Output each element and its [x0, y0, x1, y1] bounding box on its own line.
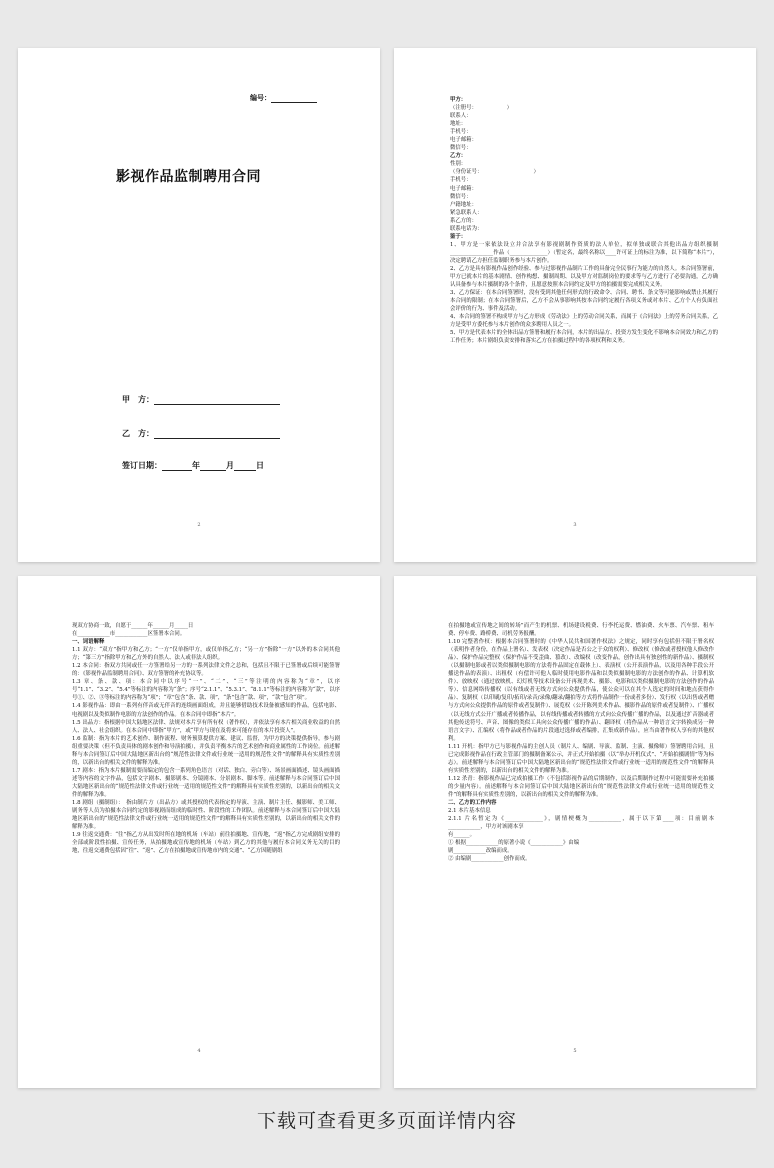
month-blank [200, 462, 226, 471]
code-label: 编号： [250, 93, 271, 102]
page-number: 2 [197, 522, 201, 528]
clause-paragraph: ① 根据____________的原著小说《____________》由编 [448, 840, 580, 847]
party-info-line: 系乙方的： [450, 217, 477, 224]
year-blank [162, 462, 192, 471]
clause-paragraph: 1.7 剧本：指为本片摄制需要而编定的包含一系列角色语言（对话、独白、旁白等）、场景画面描述、镜头画面描述等内容的文字作品，包括文字剧本、摄影剧本、分镜剧本、分景剧本、脚本等。前述解释与本合同签订后中国大陆地区新出台的“规范性法律文件或行业统一适用的规范性文件”的解释具有实质性差别的，以新出台的相关文件的解释为准。 [72, 767, 340, 798]
party-info-line: 手机号： [450, 177, 472, 184]
contract-page-definitions [18, 576, 380, 1088]
party-info-line: 鉴于： [450, 233, 467, 240]
year-label: 年 [192, 460, 200, 470]
party-info-line: 甲方： [450, 97, 467, 103]
day-label: 日 [256, 460, 264, 470]
page-body [72, 622, 340, 855]
page-number: 3 [573, 522, 577, 528]
code-blank [271, 95, 317, 103]
contract-title: 影视作品监制聘用合同 [116, 169, 261, 185]
section-heading: 二、乙方的工作内容 [448, 800, 497, 807]
clause-paragraph: 1.1 双方：“双方”指甲方和乙方；“一方”仅单指甲方，或仅单指乙方；“另一方”指除“一方”以外的本合同其他方；“第三方”指除甲方和乙方外的自然人、法人或非法人组织。 [72, 647, 340, 662]
clause-paragraph: 在____________市____________区签署本合同。 [72, 631, 186, 638]
party-info-line: 手机号： [450, 129, 472, 136]
recital-paragraph: 4、本合同的签署不构成甲方与乙方形成《劳动法》上的劳动合同关系，而属于《合同法》上的劳务合同关系，乙方是受甲方委托参与本片创作的众多聘用人员之一。 [450, 314, 718, 329]
party-info-line: 乙方： [450, 153, 467, 160]
clause-paragraph: 2.1.1 片名暂定为《______________》，剧情梗概为____________，属于以下第____项：目前剧本____________，甲方对该剧本享 [448, 816, 714, 831]
party-info-line: 地址： [450, 121, 467, 128]
party-info-line: 联系电话为： [450, 225, 483, 232]
clause-paragraph: 1.3 章、条、款、项：本合同中以序号“一”、“二”、“三”等注明的内容称为“章”，以序号“1.1”、“3.2”、“5.4”等标注的内容称为“条”；序号“2.1.1”、“5.3.1”、“8.1.1”等标注的内容称为“款”，以序号①、②、③等标注的内容称为“项”；“章”包含“条、款、项”，“条”包含“款、项”，“款”包含“项”。 [72, 679, 340, 702]
party-a-label: 甲 方： [122, 394, 154, 404]
party-info-line: 电子邮箱： [450, 185, 477, 192]
clause-paragraph: 在拍摄地或宣传地之间的转场”而产生的机票、机场建设税费、行李托运费、燃油费、火车票、汽车票、租车费、停车费、路桥费、司机劳务报酬。 [448, 623, 714, 638]
party-info-line: 电子邮箱： [450, 137, 477, 144]
page-body [450, 96, 718, 345]
party-a-signature [122, 394, 280, 405]
clause-paragraph: 1.6 监制：指为本片的艺术创作、制作流程、财务预算提供方案、建议、监督，为甲方的决策提供指导，参与剧组重要决策（但不负责具体的剧本创作和导演拍摄），并负责平衡本片的艺术创作和商业属性的工作岗位。前述解释与本合同签订后中国大陆地区新出台的“规范性法律文件或行业统一适用的规范性文件”的解释具有实质性差别的，以新出台的相关文件的解释为准。 [72, 735, 340, 766]
month-label: 月 [226, 460, 234, 470]
clause-paragraph: 1.12 杀青：指影视作品已完成拍摄工作（不包括影视作品的后期制作，以及后期制作过程中可能需要补充拍摄的少量内容）。前述解释与本合同签订后中国大陆地区新出台的“规范性法律文件或行业统一适用的规范性文件”的解释具有实质性差别的，以新出台的相关文件的解释为准。 [448, 775, 714, 798]
clause-paragraph: 1.11 开机：指甲方已与影视作品的主创人员（制片人、编剧、导演、监制、主演、摄像师）签署聘用合同，且已完成影视作品在行政主管部门的摄制备案公示，并正式开始拍摄（以“举办开机仪式”、“开始拍摄剧情”等为标志）。前述解释与本合同签订后中国大陆地区新出台的“规范性法律文件或行业统一适用的规范性文件”的解释具有实质性差别的，以新出台的相关文件的解释为准。 [448, 743, 714, 774]
page-body [448, 622, 714, 863]
clause-paragraph: 1.9 往返交通费：“往”指乙方从出发时所在地的机场（车站）前往拍摄地、宣传地，“返”指乙方完成剧组安排的全部或阶段性拍摄、宣传任务，从拍摄地或宣传地的机场（车站）到乙方的其他与履行本合同义务无关的目的地，往返交通费包括因“往”、“返”、乙方在拍摄地或宣传地市内的交通”、“乙方因随剧组 [72, 832, 340, 855]
contract-page-work-content [394, 576, 756, 1088]
party-info-line: 微信号： [450, 193, 472, 200]
page-number: 4 [197, 1048, 201, 1054]
recital-paragraph: 1、甲方是一家依法设立并合法享有影视剧制作资质的法人单位，拟单独或联合其他出品方组织摄制________________作品（______________）（暂定名，最终名称以____许可证上的标注为准，以下简称“本片”），决定聘请乙方担任监制职务参与本片创作。 [450, 241, 718, 264]
party-info-line: 性别： [450, 161, 467, 168]
clause-paragraph: 剧____________改编而成。 [448, 848, 513, 855]
contract-page-cover [18, 48, 380, 562]
party-a-blank [154, 396, 280, 405]
download-prompt[interactable]: 下载可查看更多页面详情内容 [256, 1110, 517, 1132]
clause-paragraph: ② 由编剧____________创作而成。 [448, 856, 531, 863]
recitals [450, 241, 718, 346]
section-heading: 一、词语解释 [72, 639, 105, 646]
clause-paragraph: 现双方协商一致，自愿于______年______月_____日 [72, 623, 194, 629]
clause-paragraph: 有______。 [448, 832, 475, 839]
party-info-line: 微信号： [450, 145, 472, 152]
clause-paragraph: 2.1 本片基本信息 [448, 808, 491, 815]
party-b-label: 乙 方： [122, 428, 154, 438]
party-b-blank [154, 430, 280, 439]
page-number: 5 [573, 1048, 577, 1054]
party-info-line: （注册号： ） [450, 105, 512, 112]
clause-paragraph: 1.8 剧组（摄制组）： 指由制片方（出品方）或其授权的代表指定的导演、主演、制片主任、摄影师、美工师、剧务等人员为拍摄本合同约定的影视剧而组成的临时性、阶段性的工作团队。前述解释与本合同签订后中国大陆地区新出台的“规范性法律文件或行业统一适用的规范性文件”的解释具有实质性差别的，以新出台的相关文件的解释为准。 [72, 800, 340, 831]
recital-paragraph: 5、甲方是代表本片的全体出品方签署和履行本合同，本片的出品方、投资方发生变化不影响本合同效力和乙方的工作任务；本片剧组负责安排和落实乙方在拍摄过程中的各项权利和义务。 [450, 330, 718, 345]
contract-number [250, 93, 317, 103]
party-info-line: （身份证号： ） [450, 169, 539, 176]
day-blank [234, 462, 256, 471]
party-info-line: 联系人： [450, 113, 472, 120]
party-info-list [450, 96, 718, 241]
clause-paragraph: 1.10 完整著作权：根据本合同签署时的《中华人民共和国著作权法》之规定，同时享有包括但不限于署名权（表明作者身份，在作品上署名）、发表权（决定作品是否公之于众的权利）、修改权（修改或者授权他人修改作品）、保护作品完整权（保护作品不受歪曲、篡改）、改编权（改变作品，创作出具有独创性的新作品）、摄制权（以摄制电影或者以类似摄制电影的方法将作品固定在载体上）、表演权（公开表演作品，以及用各种手段公开播送作品的表演）、出租权（有偿许可他人临时使用电影作品和以类似摄制电影的方法创作的作品、计算机软件）、放映权（通过放映机、幻灯机等技术设备公开再现美术、摄影、电影和以类似摄制电影的方法创作的作品等）、信息网络传播权（以有线或者无线方式向公众提供作品，使公众可以在其个人选定的时间和地点获得作品）、复制权（以印刷/复印/拓印/录音/录像/翻录/翻拍等方式将作品制作一份或者多份）、发行权（以出售或者赠与方式向公众提供作品的原件或者复制件）、展览权（公开陈列美术作品、摄影作品的原件或者复制件）、广播权（以无线方式公开广播或者传播作品，以有线传播或者转播的方式向公众传播广播的作品，以及通过扩音器或者其他传送符号、声音、图像的类似工具向公众传播广播的作品）、翻译权（将作品从一种语言文字转换成另一种语言文字）、汇编权（将作品或者作品的片段通过选择或者编排，汇集成新作品），应当由著作权人享有的其他权利。 [448, 639, 714, 742]
sign-date-label: 签订日期： [122, 460, 162, 470]
sign-date [122, 460, 264, 471]
contract-page-parties [394, 48, 756, 562]
clause-paragraph: 1.4 影视作品：即由一系列有伴音或无伴音的连续画面组成，并且能够借助技术设备被感知的作品，包括电影、电视剧以及类似制作电影的方法创作的作品。在本合同中即指“本片”。 [72, 703, 340, 718]
clause-paragraph: 1.2 本合同：指双方共同或任一方签署给另一方的一系列法律文件之总和，包括且不限于已签署或后续可能签署的：《影视作品监制聘用合同》、双方签署的补充协议等。 [72, 663, 340, 678]
party-info-line: 紧急联系人： [450, 209, 483, 216]
recital-paragraph: 2、乙方是具有影视作品创作经验、参与过影视作品制片工作的具备完全民事行为能力的自然人。本合同签署前，甲方已就本片的基本剧情、创作构想、摄制周期、以及甲方对监制岗位的要求等与乙方进行了必要沟通，乙方确认具备参与本片摄制的各个条件，且愿意按照本合同约定及甲方的拍摄需要完成相关义务。 [450, 265, 718, 289]
clause-paragraph: 1.5 出品方：指根据中国大陆地区法律、法规对本片享有所有权（著作权），并依法享有本片相关商业收益的自然人、法人、社会组织。在本合同中即指“甲方”，或“甲方与现在及将来可能存在的本片投资人”。 [72, 719, 340, 734]
party-b-signature [122, 428, 280, 439]
recital-paragraph: 3、乙方保证：在本合同签署时，没有受到其他任何形式的行政命令、合同、聘书、条文等可能影响或禁止其履行本合同的限制；在本合同签署后，乙方不会从事影响其按本合同约定履行各项义务或对本片、乙方个人有负面社会评价的行为、事件及活动。 [450, 290, 718, 313]
party-info-line: 户籍地址： [450, 201, 477, 208]
